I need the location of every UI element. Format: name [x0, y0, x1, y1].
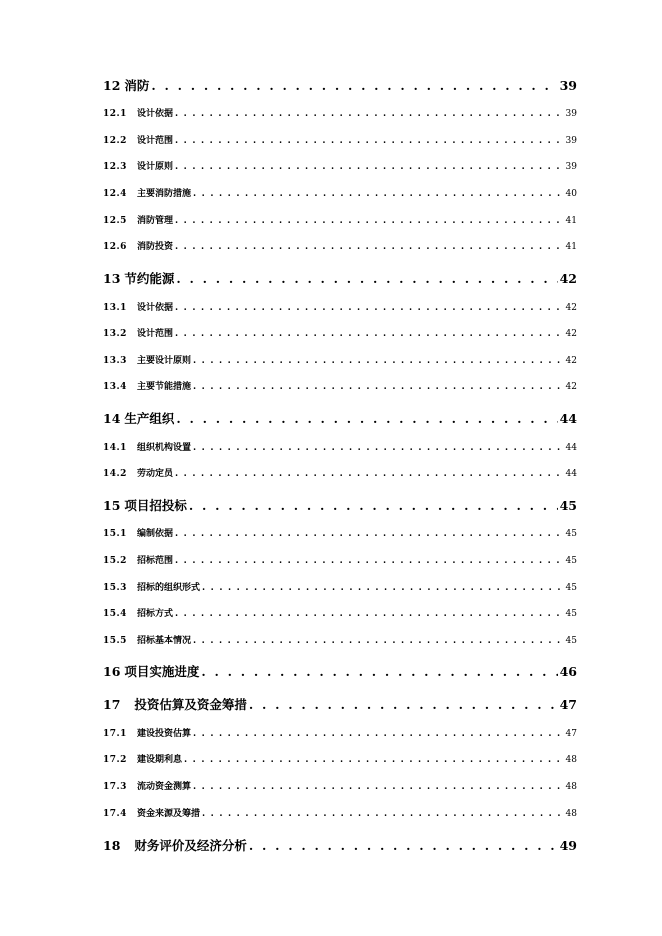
toc-entry[interactable] — [103, 76, 577, 94]
dot-leader — [175, 216, 564, 226]
toc-entry[interactable] — [103, 633, 577, 646]
toc-entry-title: 招标的组织形式 — [137, 583, 201, 593]
toc-entry-page: 42 — [565, 356, 577, 366]
toc-entry-number: 12.4 — [103, 189, 127, 199]
toc-entry[interactable] — [103, 159, 577, 172]
toc-entry-title: 主要节能措施 — [137, 382, 192, 392]
toc-entry-page: 39 — [565, 162, 577, 172]
dot-leader — [193, 356, 564, 366]
dot-leader — [175, 556, 564, 566]
dot-leader — [175, 329, 564, 339]
toc-entry-number: 17.2 — [103, 755, 127, 765]
toc-entry-title: 编制依据 — [137, 529, 174, 539]
toc-entry[interactable] — [103, 239, 577, 252]
toc-entry[interactable] — [103, 409, 577, 427]
toc-entry-number: 12.2 — [103, 136, 127, 146]
toc-entry[interactable] — [103, 353, 577, 366]
toc-entry-title: 主要消防措施 — [137, 189, 192, 199]
toc-entry[interactable] — [103, 440, 577, 453]
toc-entry-number: 13 — [103, 271, 121, 286]
dot-leader — [175, 529, 564, 539]
dot-leader — [176, 411, 557, 426]
toc-entry-title: 投资估算及资金筹措 — [134, 697, 247, 712]
toc-entry-number: 17.3 — [103, 782, 127, 792]
toc-entry-number: 15.4 — [103, 609, 127, 619]
dot-leader — [175, 609, 564, 619]
dot-leader — [175, 109, 564, 119]
dot-leader — [175, 162, 564, 172]
toc-entry-page: 39 — [565, 136, 577, 146]
toc-entry-page: 41 — [565, 242, 577, 252]
toc-entry-number: 18 — [103, 838, 121, 853]
toc-entry-page: 41 — [565, 216, 577, 226]
toc-entry-page: 49 — [559, 838, 577, 853]
dot-leader — [193, 189, 564, 199]
toc-entry-page: 42 — [559, 271, 577, 286]
toc-entry-number: 12.6 — [103, 242, 127, 252]
dot-leader — [175, 136, 564, 146]
toc-entry-page: 47 — [559, 697, 577, 712]
toc-entry[interactable] — [103, 466, 577, 479]
dot-leader — [193, 636, 564, 646]
dot-leader — [249, 697, 558, 712]
dot-leader — [193, 443, 564, 453]
toc-entry-number: 17.4 — [103, 809, 127, 819]
toc-entry-title: 消防投资 — [137, 242, 174, 252]
toc-entry-title: 设计范围 — [137, 136, 174, 146]
dot-leader — [202, 809, 564, 819]
toc-entry[interactable] — [103, 326, 577, 339]
toc-entry-number: 12.3 — [103, 162, 127, 172]
toc-entry-title: 流动资金测算 — [137, 782, 192, 792]
toc-entry-page: 42 — [565, 303, 577, 313]
dot-leader — [151, 78, 557, 93]
toc-entry-page: 40 — [565, 189, 577, 199]
toc-entry-number: 14.1 — [103, 443, 127, 453]
toc-entry-title: 设计原则 — [137, 162, 174, 172]
toc-entry[interactable] — [103, 300, 577, 313]
toc-entry-page: 45 — [565, 556, 577, 566]
toc-entry-title: 设计依据 — [137, 109, 174, 119]
toc-entry-title: 项目招投标 — [124, 498, 187, 513]
toc-entry-page: 44 — [565, 443, 577, 453]
toc-entry-number: 15.1 — [103, 529, 127, 539]
toc-entry-title: 设计范围 — [137, 329, 174, 339]
toc-entry[interactable] — [103, 213, 577, 226]
toc-entry-number: 15.3 — [103, 583, 127, 593]
toc-entry-title: 资金来源及筹措 — [137, 809, 201, 819]
toc-entry-title: 组织机构设置 — [137, 443, 192, 453]
toc-entry[interactable] — [103, 269, 577, 287]
toc-entry[interactable] — [103, 106, 577, 119]
dot-leader — [193, 782, 564, 792]
dot-leader — [193, 729, 564, 739]
toc-entry-number: 13.3 — [103, 356, 127, 366]
toc-entry-page: 45 — [565, 636, 577, 646]
toc-entry-number: 17 — [103, 697, 121, 712]
toc-entry-page: 39 — [559, 78, 577, 93]
toc-entry-title: 招标范围 — [137, 556, 174, 566]
toc-entry[interactable] — [103, 726, 577, 739]
dot-leader — [201, 664, 557, 679]
toc-entry-number: 15.2 — [103, 556, 127, 566]
dot-leader — [176, 271, 557, 286]
toc-entry-title: 建设期利息 — [137, 755, 183, 765]
toc-entry[interactable] — [103, 133, 577, 146]
toc-entry-number: 13.2 — [103, 329, 127, 339]
dot-leader — [175, 242, 564, 252]
toc-entry[interactable] — [103, 496, 577, 514]
toc-entry-number: 13.4 — [103, 382, 127, 392]
toc-entry-number: 14 — [103, 411, 121, 426]
toc-entry[interactable] — [103, 553, 577, 566]
toc-entry-title: 建设投资估算 — [137, 729, 192, 739]
toc-entry-number: 12.1 — [103, 109, 127, 119]
dot-leader — [202, 583, 564, 593]
toc-entry-title: 劳动定员 — [137, 469, 174, 479]
table-of-contents — [103, 0, 577, 936]
dot-leader — [193, 382, 564, 392]
toc-entry-title: 财务评价及经济分析 — [134, 838, 247, 853]
toc-entry-page: 45 — [559, 498, 577, 513]
toc-entry-number: 17.1 — [103, 729, 127, 739]
toc-entry-page: 44 — [565, 469, 577, 479]
toc-entry[interactable] — [103, 606, 577, 619]
toc-entry-number: 12 — [103, 78, 121, 93]
toc-entry-title: 招标方式 — [137, 609, 174, 619]
toc-entry-page: 45 — [565, 529, 577, 539]
toc-entry-page: 39 — [565, 109, 577, 119]
toc-entry-page: 42 — [565, 382, 577, 392]
toc-entry[interactable] — [103, 836, 577, 854]
toc-entry-page: 45 — [565, 609, 577, 619]
toc-entry-title: 消防 — [124, 78, 150, 93]
toc-entry[interactable] — [103, 752, 577, 765]
toc-entry-number: 15 — [103, 498, 121, 513]
toc-entry-page: 45 — [565, 583, 577, 593]
toc-entry-title: 项目实施进度 — [124, 664, 200, 679]
dot-leader — [189, 498, 558, 513]
toc-entry[interactable] — [103, 379, 577, 392]
dot-leader — [249, 838, 558, 853]
toc-entry-title: 节约能源 — [124, 271, 175, 286]
toc-entry[interactable] — [103, 695, 577, 713]
toc-entry-title: 生产组织 — [124, 411, 175, 426]
toc-entry-number: 13.1 — [103, 303, 127, 313]
toc-entry-page: 48 — [565, 809, 577, 819]
toc-entry[interactable] — [103, 779, 577, 792]
toc-entry-title: 招标基本情况 — [137, 636, 192, 646]
toc-entry[interactable] — [103, 186, 577, 199]
toc-entry-number: 12.5 — [103, 216, 127, 226]
toc-entry-page: 48 — [565, 782, 577, 792]
dot-leader — [175, 303, 564, 313]
toc-entry-number: 16 — [103, 664, 121, 679]
toc-entry-title: 设计依据 — [137, 303, 174, 313]
toc-entry-number: 14.2 — [103, 469, 127, 479]
dot-leader — [175, 469, 564, 479]
toc-entry[interactable] — [103, 806, 577, 819]
toc-entry-page: 46 — [559, 664, 577, 679]
toc-entry-page: 48 — [565, 755, 577, 765]
toc-entry-title: 消防管理 — [137, 216, 174, 226]
toc-entry[interactable] — [103, 662, 577, 680]
toc-entry[interactable] — [103, 526, 577, 539]
toc-entry-page: 47 — [565, 729, 577, 739]
dot-leader — [184, 755, 564, 765]
toc-entry-title: 主要设计原则 — [137, 356, 192, 366]
toc-entry-page: 44 — [559, 411, 577, 426]
toc-entry-number: 15.5 — [103, 636, 127, 646]
toc-entry[interactable] — [103, 580, 577, 593]
toc-entry-page: 42 — [565, 329, 577, 339]
